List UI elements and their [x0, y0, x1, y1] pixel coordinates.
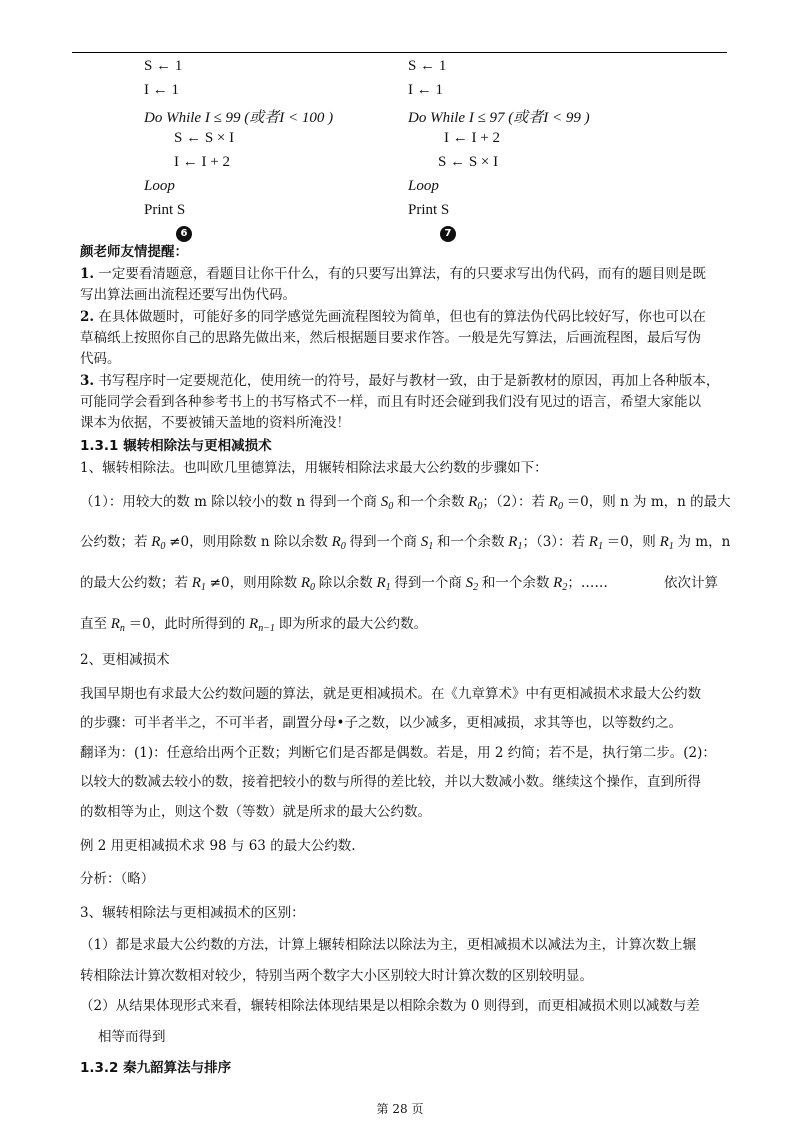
code-line: S ← 1 — [408, 58, 447, 74]
paragraph: 3、辗转相除法与更相减损术的区别： — [80, 905, 305, 921]
analysis: 分析：（略） — [80, 871, 155, 887]
paragraph-line: 翻译为：(1)：任意给出两个正数；判断它们是否都是偶数。若是，用 2 约简；若不是，执行第二步。(2)： — [80, 745, 716, 761]
paragraph-line: 的数相等为止，则这个数（等数）就是所求的最大公约数。 — [80, 804, 431, 820]
tip-line: 2. 在具体做题时，可能好多的同学感觉先画流程图较为简单，但也有的算法伪代码比较好写，你也可以在 — [80, 309, 706, 325]
circled-number-badge: 7 — [440, 226, 456, 242]
paragraph-line: 的最大公约数；若 $R_1 \ne 0$，则用除数 $R_0$ 除以余数 $R_1$ 得到一个商 $S_2$ 和一个余数 $R_2$；…… — [80, 575, 608, 593]
page-number: 第 28 页 — [376, 1102, 424, 1116]
paragraph-line: （1）都是求最大公约数的方法，计算上辗转相除法以除法为主，更相减损术以减法为主，计算次数上辗 — [80, 937, 697, 953]
code-line: S ← S × I — [174, 130, 235, 146]
code-line: I ← I + 2 — [174, 154, 230, 170]
code-line: I ← 1 — [408, 82, 443, 98]
paragraph: 2、更相减损术 — [80, 652, 170, 668]
code-line: Print S — [408, 202, 450, 218]
code-line: Loop — [408, 178, 439, 194]
circled-number-badge: 6 — [176, 226, 192, 242]
paragraph-line: （2）从结果体现形式来看，辗转相除法体现结果是以相除余数为 0 则得到，而更相减损术则以减数与差 — [80, 998, 700, 1014]
code-line: I ← 1 — [144, 82, 179, 98]
tip-line: 代码。 — [80, 351, 121, 367]
paragraph: 1、辗转相除法。也叫欧几里德算法，用辗转相除法求最大公约数的步骤如下： — [80, 460, 548, 476]
tip-line: 3. 书写程序时一定要规范化，使用统一的符号，最好与教材一致，由于是新教材的原因，再加上各种版本， — [80, 373, 720, 389]
code-line: S ← 1 — [144, 58, 183, 74]
paragraph-line: 转相除法计算次数相对较少，特别当两个数字大小区别较大时计算次数的区别较明显。 — [80, 968, 593, 984]
paragraph-line: 直至 $R_n =0$，此时所得到的 $R_{n-1}$ 即为所求的最大公约数。 — [80, 616, 428, 634]
tip-line: 可能同学会看到各种参考书上的书写格式不一样，而且有时还会碰到我们没有见过的语言，希望大家能以 — [80, 394, 701, 410]
paragraph-line: 相等而得到 — [98, 1029, 166, 1045]
example: 例 2 用更相减损术求 98 与 63 的最大公约数. — [80, 838, 356, 854]
paragraph-line: 我国早期也有求最大公约数问题的算法，就是更相减损术。在《九章算术》中有更相减损术求最大公约数 — [80, 686, 701, 702]
tip-line: 写出算法画出流程还要写出伪代码。 — [80, 287, 296, 303]
section-title: 1.3.1 辗转相除法与更相减损术 — [80, 438, 272, 454]
code-line: Print S — [144, 202, 186, 218]
paragraph-line: （1）：用较大的数 m 除以较小的数 n 得到一个商 $S_0$ 和一个余数 $R_0$；（2）：若 $R_0 =0$，则 n 为 m，n 的最大 — [80, 494, 731, 512]
tip-line: 1. 一定要看清题意，看题目让你干什么，有的只要写出算法，有的只要求写出伪代码，而有的题目则是既 — [80, 266, 706, 282]
header-rule — [72, 52, 727, 53]
tip-line: 课本为依据，不要被铺天盖地的资料所淹没！ — [80, 415, 350, 431]
paragraph-line: 以较大的数减去较小的数，接着把较小的数与所得的差比较，并以大数减小数。继续这个操作，直到所得 — [80, 774, 701, 790]
code-line: Do While I ≤ 97 (或者I < 99 ) — [408, 110, 590, 126]
paragraph-line: 依次计算 — [664, 575, 718, 591]
code-line: S ← S × I — [438, 154, 499, 170]
code-line: Do While I ≤ 99 (或者I < 100 ) — [144, 110, 334, 126]
tip-line: 草稿纸上按照你自己的思路先做出来，然后根据题目要求作答。一般是先写算法，后画流程图，最后写伪 — [80, 330, 701, 346]
tips-title: 颜老师友情提醒： — [80, 244, 188, 260]
paragraph-line: 的步骤：可半者半之，不可半者，副置分母•子之数，以少减多，更相减损，求其等也，以等数约之。 — [80, 715, 682, 731]
code-line: I ← I + 2 — [444, 130, 500, 146]
section-title: 1.3.2 秦九韶算法与排序 — [80, 1060, 232, 1076]
paragraph-line: 公约数；若 $R_0 \ne 0$，则用除数 n 除以余数 $R_0$ 得到一个商 $S_1$ 和一个余数 $R_1$；（3）：若 $R_1 =0$，则 $R_1$ 为 m，n — [80, 534, 731, 552]
code-line: Loop — [144, 178, 175, 194]
